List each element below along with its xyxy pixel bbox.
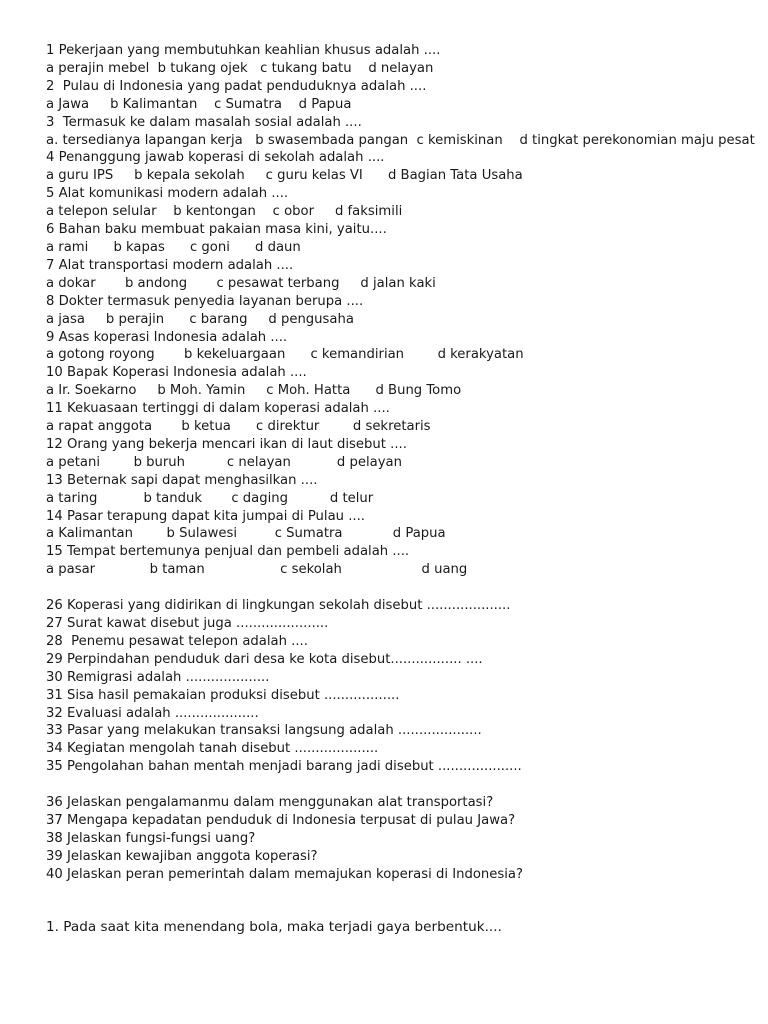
worksheet-page	[46, 42, 758, 936]
fill-in-27: 27 Surat kawat disebut juga ......................	[46, 615, 329, 631]
question-15: 15 Tempat bertemunya penjual dan pembeli adalah ....	[46, 544, 410, 560]
section-gap	[46, 776, 758, 794]
fill-in-35: 35 Pengolahan bahan mentah menjadi barang jadi disebut ....................	[46, 759, 522, 775]
essay-section	[46, 794, 758, 884]
fill-in-34: 34 Kegiatan mengolah tanah disebut ....................	[46, 741, 379, 757]
question-12: 12 Orang yang bekerja mencari ikan di laut disebut ....	[46, 436, 407, 452]
question-7: 7 Alat transportasi modern adalah ....	[46, 257, 294, 273]
essay-36: 36 Jelaskan pengalamanmu dalam menggunakan alat transportasi?	[46, 795, 494, 811]
options-9: a gotong royong b kekeluargaan c kemandirian d kerakyatan	[46, 347, 524, 363]
options-13: a taring b tanduk c daging d telur	[46, 490, 374, 506]
fill-in-30: 30 Remigrasi adalah ....................	[46, 669, 270, 685]
fill-in-31: 31 Sisa hasil pemakaian produksi disebut ..................	[46, 687, 400, 703]
question-14: 14 Pasar terapung dapat kita jumpai di Pulau ....	[46, 508, 365, 524]
essay-37: 37 Mengapa kepadatan penduduk di Indonesia terpusat di pulau Jawa?	[46, 812, 516, 828]
options-11: a rapat anggota b ketua c direktur d sekretaris	[46, 419, 431, 435]
question-9: 9 Asas koperasi Indonesia adalah ....	[46, 329, 288, 345]
question-2: 2 Pulau di Indonesia yang padat penduduknya adalah ....	[46, 78, 427, 94]
fill-in-32: 32 Evaluasi adalah ....................	[46, 705, 259, 721]
options-14: a Kalimantan b Sulawesi c Sumatra d Papua	[46, 526, 446, 542]
options-15: a pasar b taman c sekolah d uang	[46, 562, 468, 578]
options-12: a petani b buruh c nelayan d pelayan	[46, 454, 402, 470]
question-8: 8 Dokter termasuk penyedia layanan berupa ....	[46, 293, 364, 309]
options-4: a guru IPS b kepala sekolah c guru kelas VI d Bagian Tata Usaha	[46, 168, 523, 184]
section-gap	[46, 884, 758, 918]
fill-in-29: 29 Perpindahan penduduk dari desa ke kota disebut................. ....	[46, 651, 483, 667]
essay-38: 38 Jelaskan fungsi-fungsi uang?	[46, 830, 256, 846]
options-10: a Ir. Soekarno b Moh. Yamin c Moh. Hatta d Bung Tomo	[46, 383, 462, 399]
fill-in-26: 26 Koperasi yang didirikan di lingkungan sekolah disebut ....................	[46, 598, 511, 614]
options-6: a rami b kapas c goni d daun	[46, 239, 301, 255]
question-1: 1 Pekerjaan yang membutuhkan keahlian khusus adalah ....	[46, 43, 441, 58]
question-5: 5 Alat komunikasi modern adalah ....	[46, 186, 289, 202]
essay-40: 40 Jelaskan peran pemerintah dalam memajukan koperasi di Indonesia?	[46, 866, 523, 882]
fill-in-28: 28 Penemu pesawat telepon adalah ....	[46, 633, 308, 649]
question-4: 4 Penanggung jawab koperasi di sekolah adalah ....	[46, 150, 385, 166]
question-10: 10 Bapak Koperasi Indonesia adalah ....	[46, 365, 307, 381]
section-gap	[46, 579, 758, 597]
question-11: 11 Kekuasaan tertinggi di dalam koperasi adalah ....	[46, 401, 390, 417]
question-6: 6 Bahan baku membuat pakaian masa kini, yaitu....	[46, 222, 387, 238]
options-3: a. tersedianya lapangan kerja b swasembada pangan c kemiskinan d tingkat perekonomian maju pesat	[46, 132, 755, 148]
fill-in-section	[46, 597, 758, 776]
fill-in-33: 33 Pasar yang melakukan transaksi langsung adalah ....................	[46, 723, 482, 739]
options-8: a jasa b perajin c barang d pengusaha	[46, 311, 354, 327]
final-question: 1. Pada saat kita menendang bola, maka terjadi gaya berbentuk....	[46, 918, 502, 935]
options-2: a Jawa b Kalimantan c Sumatra d Papua	[46, 96, 352, 112]
question-13: 13 Beternak sapi dapat menghasilkan ....	[46, 472, 318, 488]
options-1: a perajin mebel b tukang ojek c tukang batu d nelayan	[46, 60, 434, 76]
question-3: 3 Termasuk ke dalam masalah sosial adalah ....	[46, 114, 362, 130]
options-7: a dokar b andong c pesawat terbang d jalan kaki	[46, 275, 436, 291]
multiple-choice-section	[46, 42, 758, 579]
essay-39: 39 Jelaskan kewajiban anggota koperasi?	[46, 848, 318, 864]
options-5: a telepon selular b kentongan c obor d faksimili	[46, 204, 403, 220]
